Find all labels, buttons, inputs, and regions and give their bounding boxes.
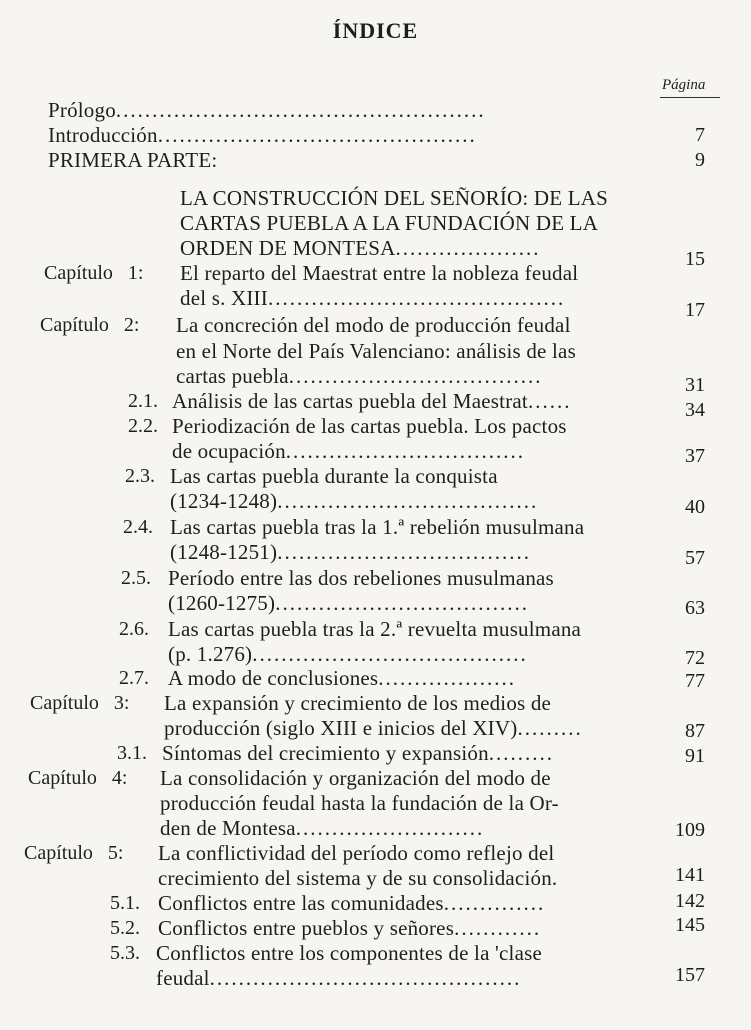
toc-entry-line bbox=[168, 590, 529, 616]
leader-dots: .................... bbox=[395, 236, 541, 260]
toc-entry-text: LA CONSTRUCCIÓN DEL SEÑORÍO: DE LAS bbox=[180, 186, 608, 210]
toc-section-label: 2.1. bbox=[128, 390, 158, 412]
toc-entry-text: (1260-1275) bbox=[168, 591, 276, 615]
page-number: 145 bbox=[675, 914, 705, 936]
page-number: 77 bbox=[685, 670, 705, 692]
toc-entry-text: Conflictos entre los componentes de la 'clase bbox=[156, 941, 543, 965]
toc-entry-text: Prólogo bbox=[48, 98, 116, 122]
leader-dots: .......................... bbox=[295, 816, 485, 840]
page-number: 15 bbox=[685, 248, 705, 270]
page-number: 37 bbox=[685, 445, 705, 467]
toc-entry-line bbox=[170, 514, 584, 540]
toc-section-label: 2.4. bbox=[123, 516, 153, 538]
page-number: 17 bbox=[685, 299, 705, 321]
toc-entry-line bbox=[160, 765, 551, 791]
toc-entry-line bbox=[168, 616, 581, 642]
toc-section-label: Capítulo 3: bbox=[30, 692, 130, 714]
toc-entry-line bbox=[156, 940, 542, 966]
leader-dots: ............ bbox=[454, 916, 542, 940]
page-number: 91 bbox=[685, 745, 705, 767]
leader-dots: ................................................... bbox=[115, 98, 486, 122]
toc-entry-text: den de Montesa bbox=[160, 816, 296, 840]
toc-entry-text: Las cartas puebla durante la conquista bbox=[170, 464, 498, 488]
toc-entry-text: Análisis de las cartas puebla del Maestrat bbox=[172, 389, 528, 413]
page-number: 31 bbox=[685, 374, 705, 396]
toc-entry-text: Introducción bbox=[48, 123, 158, 147]
page-number: 7 bbox=[695, 124, 705, 146]
toc-entry-text: Periodización de las cartas puebla. Los pactos bbox=[172, 414, 567, 438]
toc-entry-text: Las cartas puebla tras la 2.ª revuelta musulmana bbox=[168, 617, 582, 641]
toc-entry-text: Conflictos entre pueblos y señores bbox=[158, 916, 455, 940]
leader-dots: ...... bbox=[527, 389, 572, 413]
toc-entry-line bbox=[170, 488, 538, 514]
leader-dots: ...................................... bbox=[252, 642, 528, 666]
toc-entry-text: producción (siglo XIII e inicios del XIV) bbox=[164, 716, 518, 740]
page-number: 87 bbox=[685, 720, 705, 742]
toc-entry-line bbox=[158, 890, 545, 916]
page-number: 34 bbox=[685, 399, 705, 421]
toc-entry-text: PRIMERA PARTE: bbox=[48, 148, 218, 172]
toc-entry-text: La consolidación y organización del modo de bbox=[160, 766, 551, 790]
page-title: ÍNDICE bbox=[332, 18, 419, 43]
toc-entry-text: ORDEN DE MONTESA bbox=[180, 236, 396, 260]
toc-entry-line bbox=[164, 715, 583, 741]
toc-entry-text: cartas puebla bbox=[176, 364, 289, 388]
toc-section-label: Capítulo 5: bbox=[24, 842, 124, 864]
toc-entry-text: Conflictos entre las comunidades bbox=[158, 891, 444, 915]
toc-section-label: 3.1. bbox=[117, 742, 147, 764]
page-number: 63 bbox=[685, 597, 705, 619]
page-number: 9 bbox=[695, 149, 705, 171]
toc-entry-line bbox=[172, 388, 571, 414]
page-number: 141 bbox=[675, 864, 705, 886]
toc-entry-text: El reparto del Maestrat entre la nobleza feudal bbox=[180, 261, 579, 285]
toc-entry-text: crecimiento del sistema y de su consolidación. bbox=[158, 866, 558, 890]
toc-entry-line bbox=[162, 740, 554, 766]
header-underline bbox=[660, 97, 720, 98]
toc-entry-line bbox=[164, 690, 551, 716]
leader-dots: ................... bbox=[378, 666, 517, 690]
toc-entry-line bbox=[170, 463, 498, 489]
leader-dots: ........................................... bbox=[209, 966, 522, 990]
toc-entry-text: (p. 1.276) bbox=[168, 642, 253, 666]
toc-entry-line bbox=[172, 438, 525, 464]
toc-section-label: 2.5. bbox=[121, 567, 151, 589]
toc-entry-line bbox=[48, 97, 486, 123]
leader-dots: ................................. bbox=[285, 439, 526, 463]
toc-section-label: 2.3. bbox=[125, 465, 155, 487]
toc-entry-line bbox=[168, 641, 528, 667]
toc-entry-text: (1248-1251) bbox=[170, 540, 278, 564]
toc-section-label: 2.2. bbox=[128, 415, 158, 437]
page-number: 142 bbox=[675, 890, 705, 912]
toc-entry-text: La conflictividad del período como reflejo del bbox=[158, 841, 555, 865]
toc-entry-line bbox=[176, 338, 576, 364]
toc-entry-text: (1234-1248) bbox=[170, 489, 278, 513]
toc-entry-line bbox=[172, 413, 567, 439]
toc-section-label: 2.6. bbox=[119, 618, 149, 640]
toc-entry-line bbox=[180, 185, 608, 211]
toc-section-label: 5.3. bbox=[110, 942, 140, 964]
toc-entry-text: del s. XIII bbox=[180, 286, 268, 310]
toc-entry-text: A modo de conclusiones bbox=[168, 666, 379, 690]
toc-section-label: 5.1. bbox=[110, 892, 140, 914]
toc-entry-line bbox=[48, 147, 217, 173]
toc-section-label: Capítulo 4: bbox=[28, 767, 128, 789]
leader-dots: .................................... bbox=[277, 489, 539, 513]
toc-entry-line bbox=[48, 122, 477, 148]
toc-entry-line bbox=[156, 965, 521, 991]
toc-entry-text: de ocupación bbox=[172, 439, 286, 463]
toc-entry-line bbox=[180, 260, 578, 286]
leader-dots: ................................... bbox=[275, 591, 529, 615]
page-number: 40 bbox=[685, 496, 705, 518]
leader-dots: ......... bbox=[517, 716, 583, 740]
toc-entry-text: Las cartas puebla tras la 1.ª rebelión musulmana bbox=[170, 515, 585, 539]
toc-entry-line bbox=[160, 790, 559, 816]
toc-entry-text: producción feudal hasta la fundación de la Or- bbox=[160, 791, 559, 815]
leader-dots: ......................................... bbox=[267, 286, 566, 310]
page-number: 157 bbox=[675, 964, 705, 986]
toc-entry-line bbox=[160, 815, 484, 841]
leader-dots: ................................... bbox=[288, 364, 543, 388]
toc-section-label: Capítulo 1: bbox=[44, 262, 144, 284]
toc-entry-line bbox=[158, 840, 554, 866]
toc-entry-text: La concreción del modo de producción feudal bbox=[176, 313, 571, 337]
toc-section-label: 5.2. bbox=[110, 917, 140, 939]
toc-entry-text: Período entre las dos rebeliones musulmanas bbox=[168, 566, 554, 590]
toc-entry-line bbox=[180, 210, 598, 236]
toc-entry-line bbox=[170, 539, 531, 565]
toc-entry-text: CARTAS PUEBLA A LA FUNDACIÓN DE LA bbox=[180, 211, 599, 235]
leader-dots: ................................... bbox=[277, 540, 531, 564]
page-column-header: Página bbox=[662, 77, 706, 93]
toc-entry-text: Síntomas del crecimiento y expansión bbox=[162, 741, 489, 765]
leader-dots: .............. bbox=[443, 891, 546, 915]
toc-entry-line bbox=[176, 312, 571, 338]
page-number: 109 bbox=[675, 819, 705, 841]
toc-entry-line bbox=[168, 565, 554, 591]
toc-entry-line bbox=[180, 285, 565, 311]
toc-section-label: Capítulo 2: bbox=[40, 314, 140, 336]
leader-dots: ............................................ bbox=[157, 123, 477, 147]
toc-entry-line bbox=[180, 235, 541, 261]
toc-section-label: 2.7. bbox=[119, 667, 149, 689]
toc-entry-text: feudal bbox=[156, 966, 210, 990]
toc-entry-line bbox=[158, 915, 541, 941]
toc-entry-line bbox=[168, 665, 516, 691]
toc-entry-line bbox=[176, 363, 543, 389]
toc-entry-line bbox=[158, 865, 557, 891]
leader-dots: ......... bbox=[488, 741, 555, 765]
page-number: 57 bbox=[685, 547, 705, 569]
toc-entry-text: La expansión y crecimiento de los medios de bbox=[164, 691, 552, 715]
page-number: 72 bbox=[685, 647, 705, 669]
toc-entry-text: en el Norte del País Valenciano: análisis de las bbox=[176, 339, 576, 363]
